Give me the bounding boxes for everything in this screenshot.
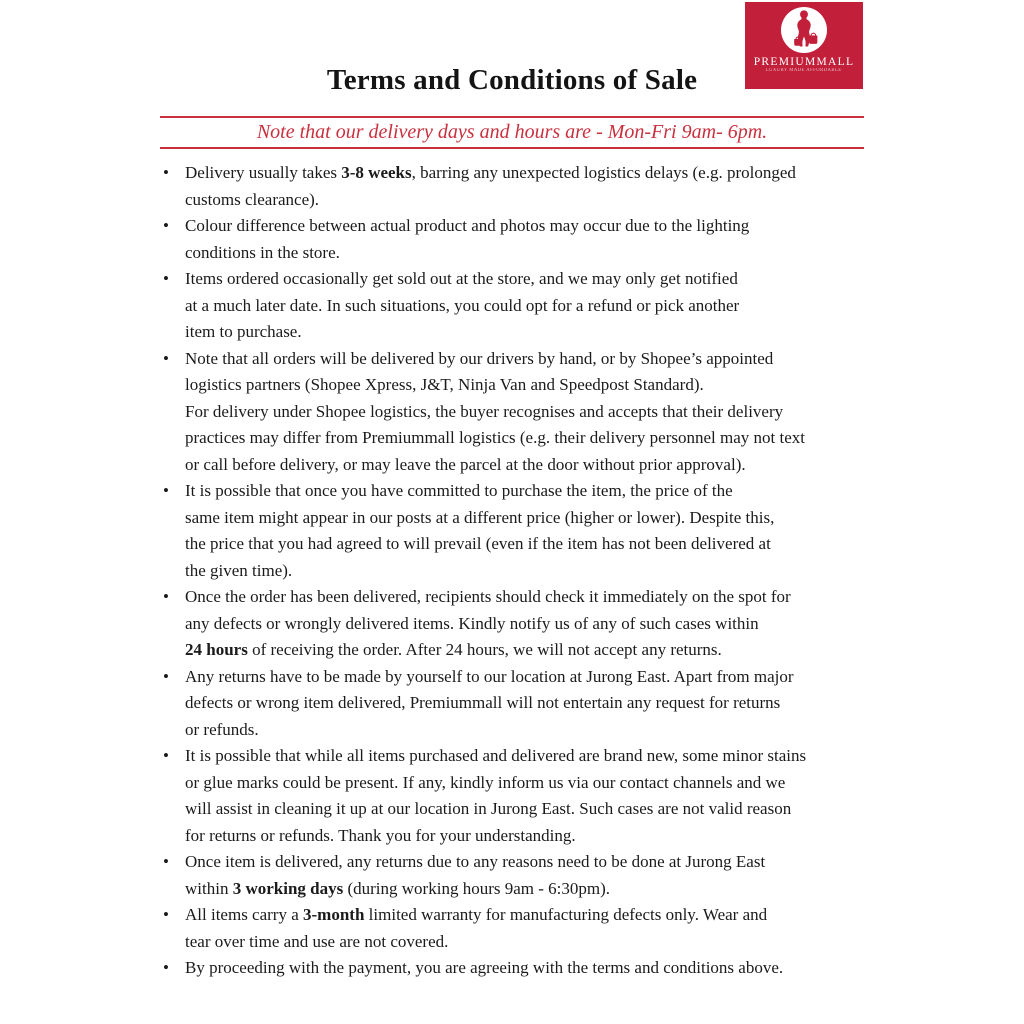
bullet-text: Any returns have to be made by yourself to our location at Jurong East. Apart from major defects or wrong item delivered, Premiummall will not entertain any request for returns or refunds. xyxy=(185,666,794,739)
list-item xyxy=(160,213,864,266)
list-item xyxy=(160,902,864,955)
logo-tagline: LUXURY MADE AFFORDABLE xyxy=(766,68,842,73)
list-item xyxy=(160,266,864,346)
delivery-note-band xyxy=(160,116,864,149)
list-item xyxy=(160,664,864,744)
list-item xyxy=(160,160,864,213)
bullet-icon: • xyxy=(163,587,169,606)
list-item xyxy=(160,584,864,664)
bullet-text: All items carry a 3-month limited warranty for manufacturing defects only. Wear and tear over time and use are not covered. xyxy=(185,905,768,951)
logo-brand-name: PREMIUMMALL xyxy=(753,56,855,68)
terms-list xyxy=(160,160,864,982)
bullet-text: Note that all orders will be delivered by our drivers by hand, or by Shopee’s appointed logistics partners (Shopee Xpress, J&T, Ninja Van and Speedpost Standard). For delivery under Shopee logistics, the buyer recognises and accepts that their delivery practices may differ from Premiummall logistics (e.g. their delivery personnel may not text or call before delivery, or may leave the parcel at the door without prior approval). xyxy=(185,348,806,474)
bullet-icon: • xyxy=(163,666,169,686)
bullet-text: It is possible that once you have committed to purchase the item, the price of the same item might appear in our posts at a different price (higher or lower). Despite this, the price that you had agreed to will prevail (even if the item has not been delivered at the given time). xyxy=(185,481,775,580)
bullet-icon: • xyxy=(163,163,169,182)
list-item xyxy=(160,346,864,479)
bullet-text: It is possible that while all items purchased and delivered are brand new, some minor stains or glue marks could be present. If any, kindly inform us via our contact channels and we will assist in cleaning it up at our location in Jurong East. Such cases are not valid reason for returns or refunds. Thank you for your understanding. xyxy=(185,746,807,845)
delivery-note-text: Note that our delivery days and hours are - Mon-Fri 9am- 6pm. xyxy=(256,121,768,143)
page-title: Terms and Conditions of Sale xyxy=(326,64,698,96)
list-item xyxy=(160,849,864,902)
list-item xyxy=(160,743,864,849)
bullet-icon: • xyxy=(163,958,169,977)
bullet-icon: • xyxy=(163,852,169,871)
bullet-icon: • xyxy=(163,348,169,368)
bullet-text: By proceeding with the payment, you are agreeing with the terms and conditions above. xyxy=(185,958,784,977)
bullet-icon: • xyxy=(163,269,169,288)
bullet-text: Once the order has been delivered, recipients should check it immediately on the spot for any defects or wrongly delivered items. Kindly notify us of any of such cases within 24 hours of receiving the order. After 24 hours, we will not accept any returns. xyxy=(185,587,791,659)
bullet-icon: • xyxy=(163,746,169,765)
bullet-text: Delivery usually takes 3-8 weeks, barring any unexpected logistics delays (e.g. prolonged customs clearance). xyxy=(185,163,796,209)
list-item xyxy=(160,955,864,982)
bullet-text: Colour difference between actual product and photos may occur due to the lighting conditions in the store. xyxy=(185,216,750,262)
bullet-icon: • xyxy=(163,905,169,924)
document-content xyxy=(160,0,864,982)
bullet-icon: • xyxy=(163,216,169,235)
bullet-icon: • xyxy=(163,481,169,500)
bullet-text: Once item is delivered, any returns due to any reasons need to be done at Jurong East within 3 working days (during working hours 9am - 6:30pm). xyxy=(185,852,766,898)
bullet-text: Items ordered occasionally get sold out at the store, and we may only get notified at a much later date. In such situations, you could opt for a refund or pick another item to purchase. xyxy=(185,269,740,341)
list-item xyxy=(160,478,864,584)
